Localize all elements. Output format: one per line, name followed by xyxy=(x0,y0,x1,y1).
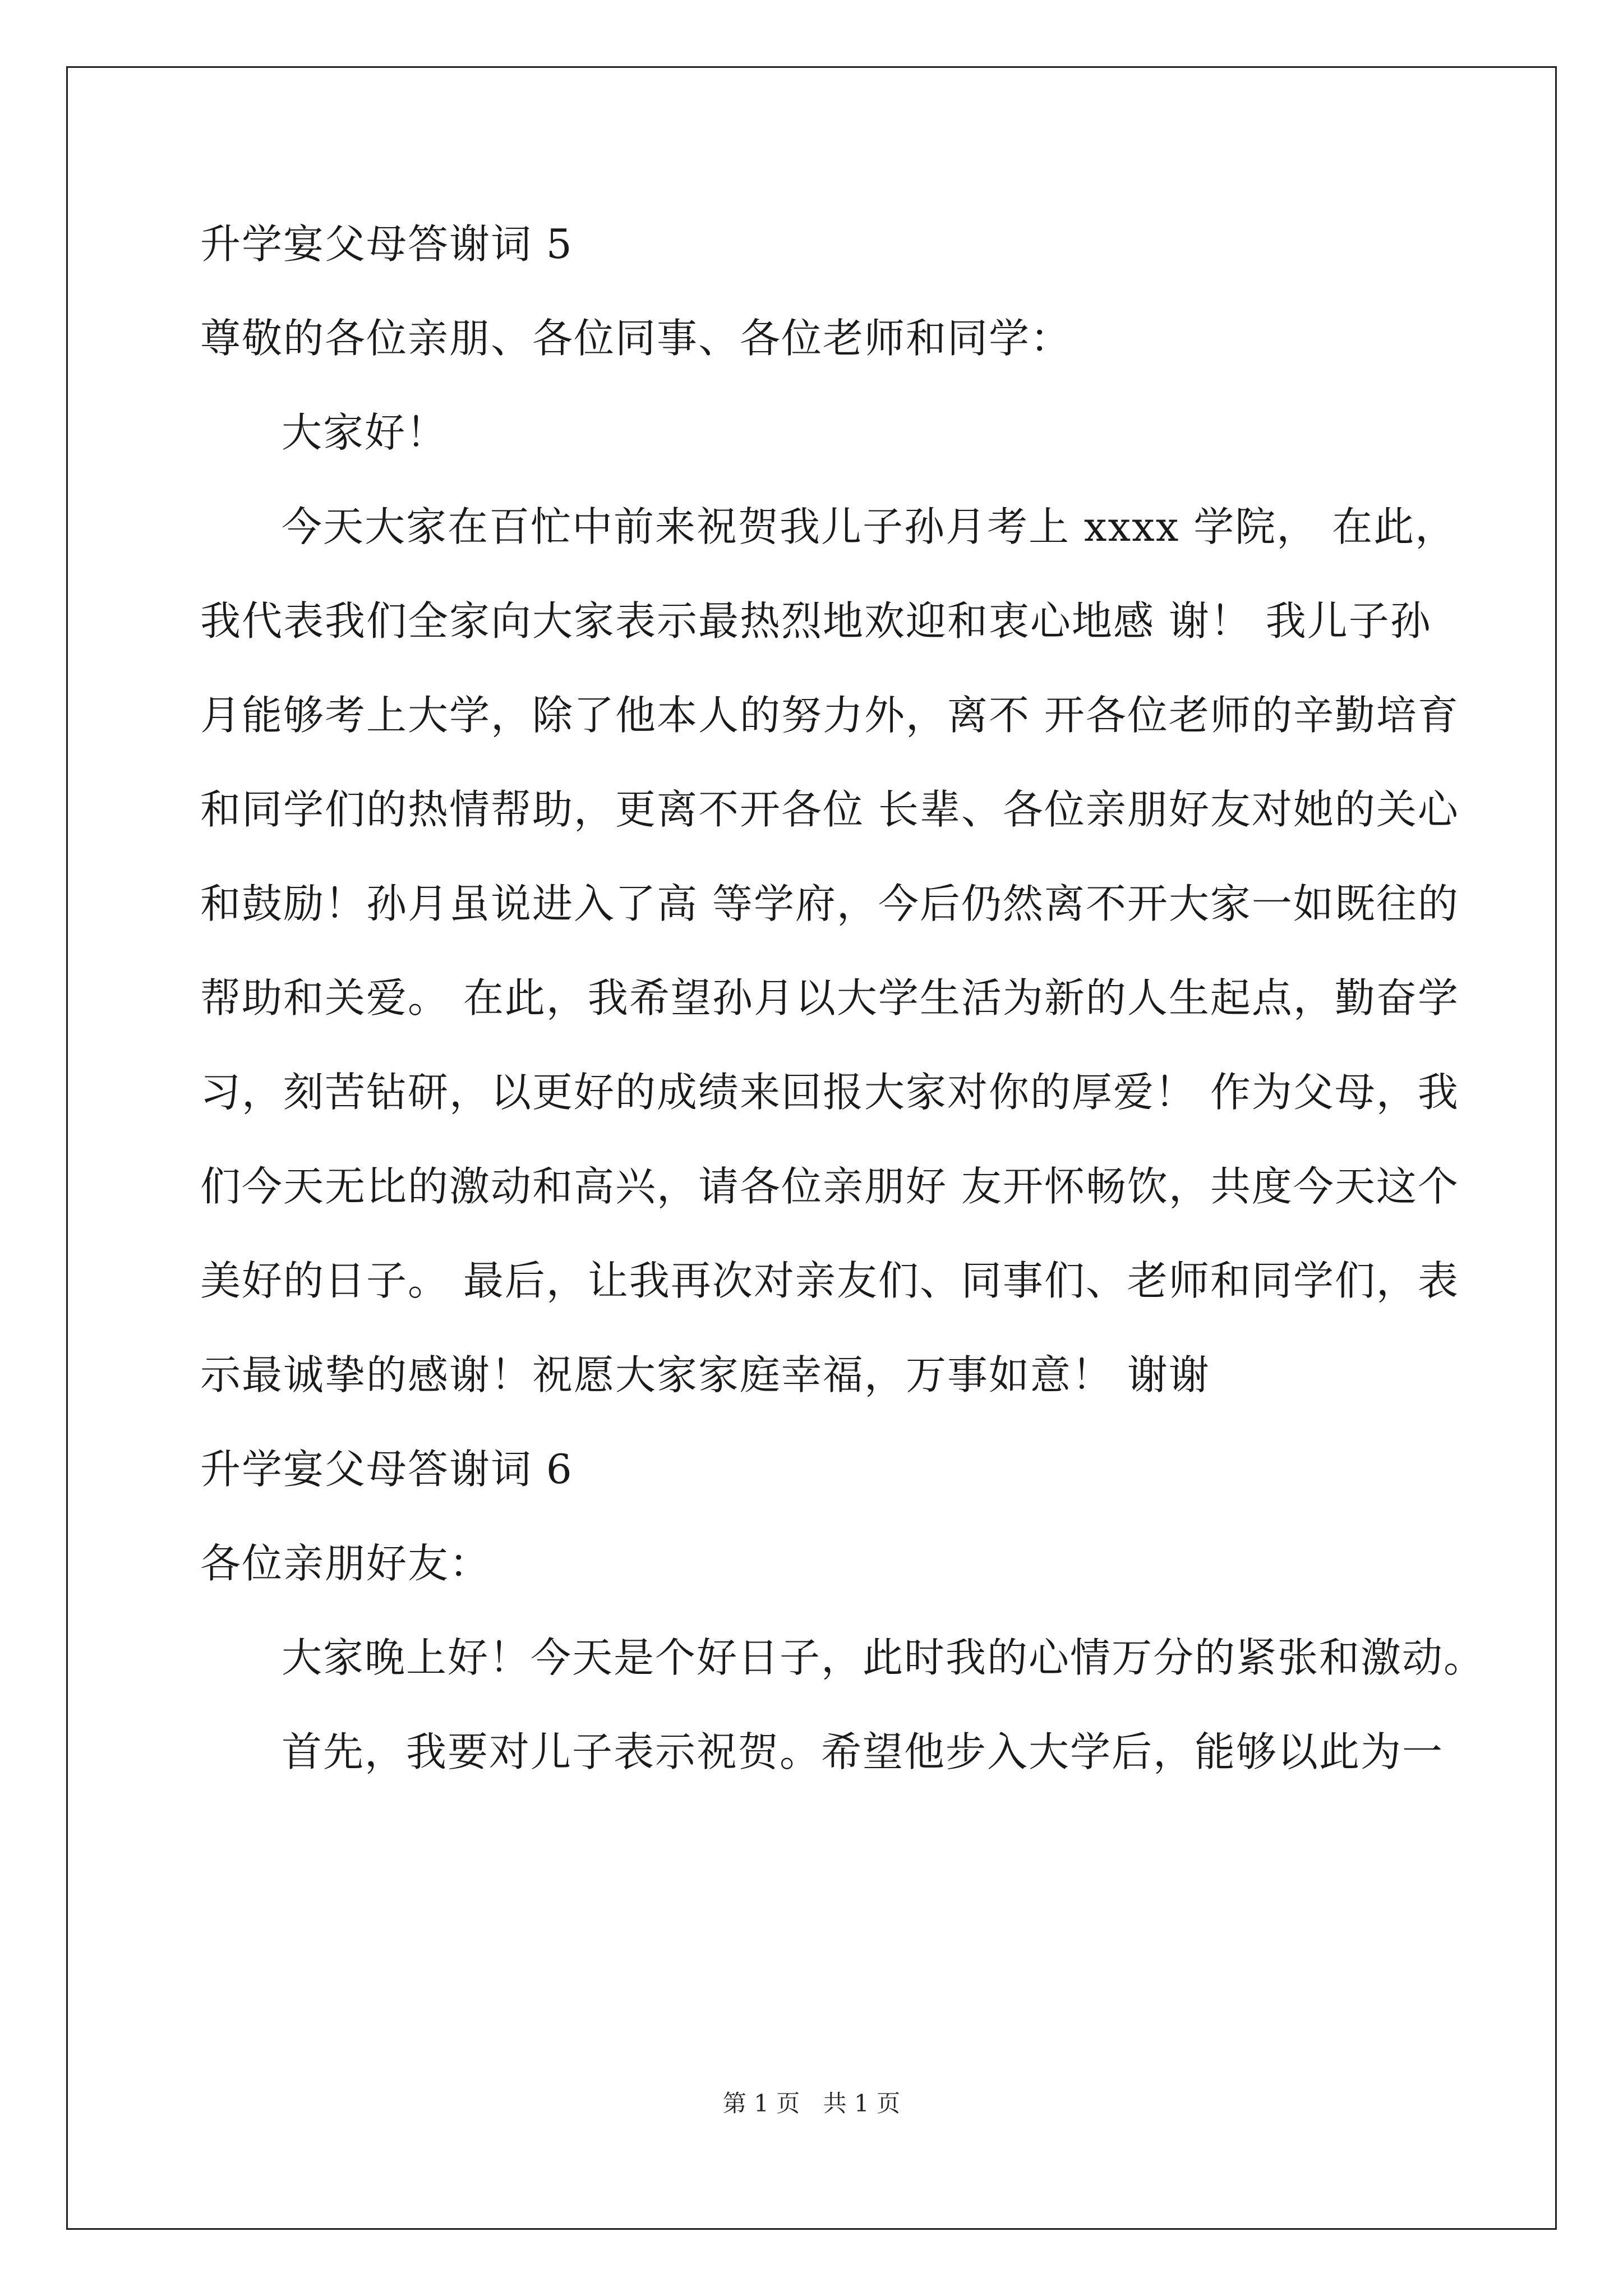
paragraph-line: 大家晚上好！今天是个好日子，此时我的心情万分的紧张和激动。 xyxy=(282,1634,1486,1681)
section-title: 升学宴父母答谢词 5 xyxy=(200,220,573,268)
section-title: 升学宴父母答谢词 6 xyxy=(200,1446,573,1493)
paragraph-line: 们今天无比的激动和高兴，请各位亲朋好 友开怀畅饮，共度今天这个 xyxy=(200,1163,1459,1210)
paragraph-line: 帮助和关爱。 在此，我希望孙月以大学生活为新的人生起点，勤奋学 xyxy=(200,974,1459,1022)
paragraph-line: 大家好！ xyxy=(282,409,448,456)
paragraph-line: 我代表我们全家向大家表示最热烈地欢迎和衷心地感 谢！ 我儿子孙 xyxy=(200,597,1432,645)
paragraph-line: 月能够考上大学，除了他本人的努力外，离不 开各位老师的辛勤培育 xyxy=(200,692,1459,739)
paragraph-line: 美好的日子。 最后，让我再次对亲友们、同事们、老师和同学们，表 xyxy=(200,1257,1459,1304)
paragraph-line: 和鼓励！孙月虽说进入了高 等学府，今后仍然离不开大家一如既往的 xyxy=(200,880,1459,927)
page-count: 共 1 页 xyxy=(823,2090,901,2117)
paragraph-line: 和同学们的热情帮助，更离不开各位 长辈、各位亲朋好友对她的关心 xyxy=(200,786,1459,833)
paragraph-line: 首先，我要对儿子表示祝贺。希望他步入大学后，能够以此为一 xyxy=(282,1728,1444,1775)
salutation: 尊敬的各位亲朋、各位同事、各位老师和同学： xyxy=(200,315,1072,362)
paragraph-line: 今天大家在百忙中前来祝贺我儿子孙月考上 xxxx 学院， 在此， xyxy=(282,503,1457,550)
salutation: 各位亲朋好友： xyxy=(200,1540,491,1587)
page-footer xyxy=(0,2087,1623,2120)
paragraph-line: 示最诚挚的感谢！祝愿大家家庭幸福，万事如意！ 谢谢 xyxy=(200,1351,1210,1398)
page-border xyxy=(66,66,1557,2230)
paragraph-line: 习，刻苦钻研，以更好的成绩来回报大家对你的厚爱！ 作为父母，我 xyxy=(200,1069,1459,1116)
page-number: 第 1 页 xyxy=(722,2090,800,2117)
